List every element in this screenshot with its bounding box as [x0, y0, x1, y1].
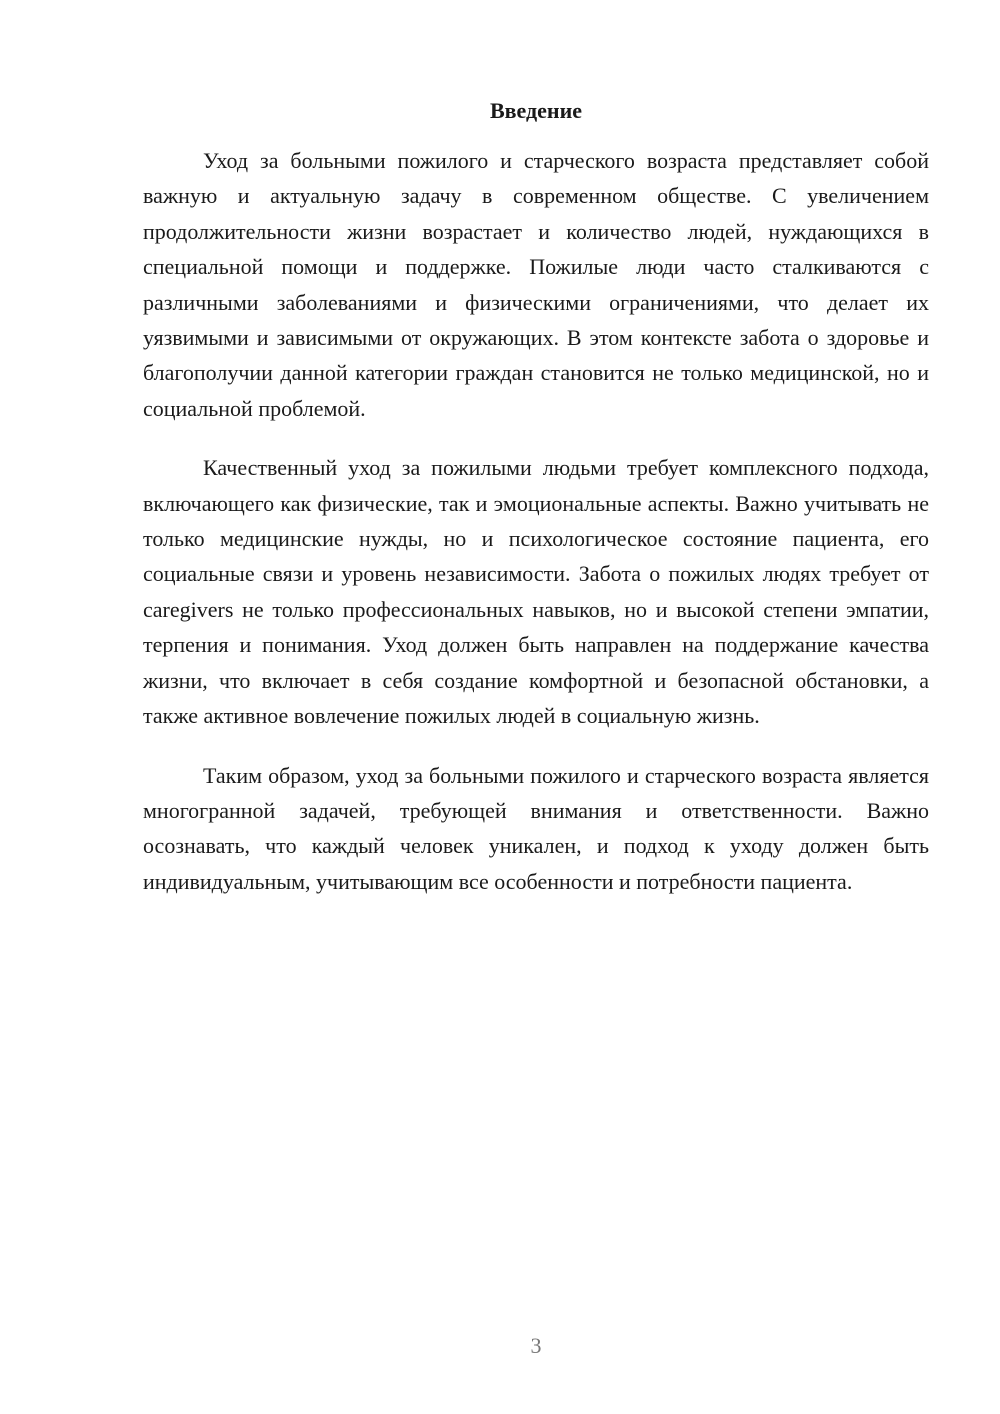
- paragraph: Уход за больными пожилого и старческого возраста представляет собой важную и актуальную задачу в современном обществе. С увеличением продолжительности жизни возрастает и количество людей, нуждающихся в специальной помощи и поддержке. Пожилые люди часто сталкиваются с различными заболеваниями и физическими ограничениями, что делает их уязвимыми и зависимыми от окружающих. В этом контексте забота о здоровье и благополучии данной категории граждан становится не только медицинской, но и социальной проблемой.: [143, 148, 929, 421]
- section-heading: Введение: [489, 98, 583, 123]
- paragraph: Качественный уход за пожилыми людьми требует комплексного подхода, включающего как физические, так и эмоциональные аспекты. Важно учитывать не только медицинские нужды, но и психологическое состояние пациента, его социальные связи и уровень независимости. Забота о пожилых людях требует от caregivers не только профессиональных навыков, но и высокой степени эмпатии, терпения и понимания. Уход должен быть направлен на поддержание качества жизни, что включает в себя создание комфортной и безопасной обстановки, а также активное вовлечение пожилых людей в социальную жизнь.: [143, 455, 929, 729]
- paragraph: Таким образом, уход за больными пожилого и старческого возраста является многогранной задачей, требующей внимания и ответственности. Важно осознавать, что каждый человек уникален, и подход к уходу должен быть индивидуальным, учитывающим все особенности и потребности пациента.: [143, 762, 929, 894]
- document-body: [143, 143, 929, 923]
- page-number: 3: [530, 1333, 542, 1358]
